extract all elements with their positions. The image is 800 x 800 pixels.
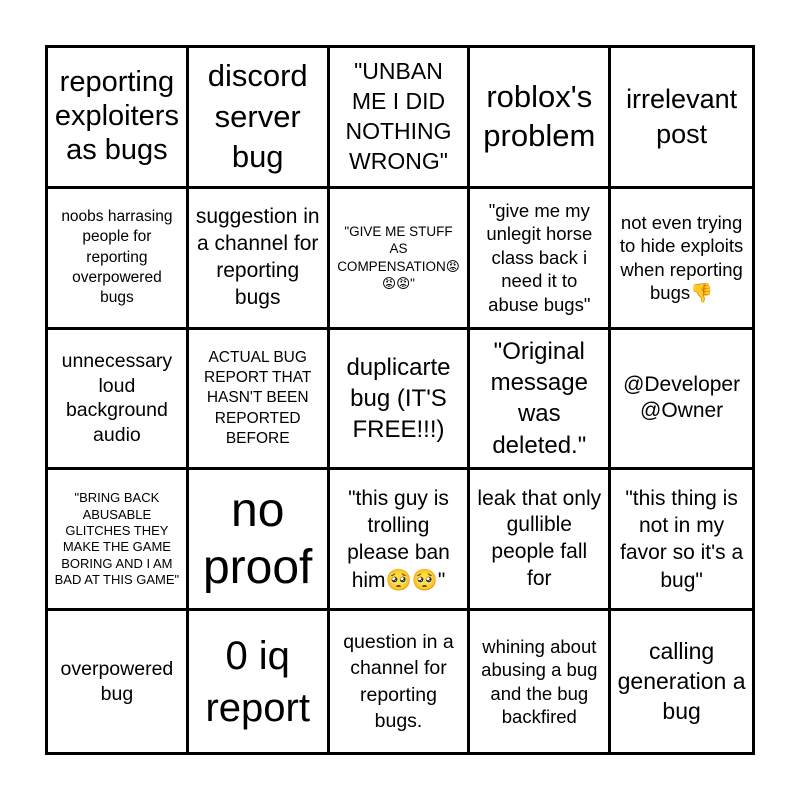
bingo-cell[interactable] [48,470,189,611]
bingo-cell[interactable] [611,470,752,611]
bingo-cell-text: calling generation a bug [617,637,746,724]
bingo-cell[interactable] [470,330,611,471]
bingo-cell[interactable] [48,48,189,189]
bingo-cell[interactable] [48,330,189,471]
bingo-cell[interactable] [48,611,189,752]
bingo-cell-text: @Developer @Owner [623,373,741,423]
bingo-cell[interactable] [189,611,330,752]
bingo-cell[interactable] [189,48,330,189]
bingo-cell-text: question in a channel for reporting bugs. [343,630,454,732]
bingo-cell-text: "this thing is not in my favor so it's a bug" [620,486,744,592]
bingo-cell-text: overpowered bug [60,657,174,705]
bingo-cell[interactable] [330,470,471,611]
bingo-cell-text: ACTUAL BUG REPORT THAT HASN'T BEEN REPORTED BEFORE [204,349,312,447]
bingo-cell[interactable] [189,470,330,611]
bingo-cell[interactable] [611,330,752,471]
bingo-cell[interactable] [470,611,611,752]
bingo-cell[interactable] [330,189,471,330]
bingo-cell-text: leak that only gullible people fall for [477,486,602,591]
bingo-cell[interactable] [330,611,471,752]
bingo-cell-text: duplicarte bug (IT'S FREE!!!) [346,353,451,444]
bingo-cell-text: "GIVE ME STUFF AS COMPENSATION😡😡😡" [337,223,460,292]
bingo-cell-text: "give me my unlegit horse class back i need it to abuse bugs" [486,199,593,315]
bingo-cell-text: discord server bug [207,58,308,175]
bingo-cell[interactable] [330,330,471,471]
bingo-cell[interactable] [470,189,611,330]
bingo-cell-text: whining about abusing a bug and the bug backfired [481,635,598,728]
bingo-cell-text: not even trying to hide exploits when reporting bugs👎 [619,211,744,304]
bingo-cell[interactable] [330,48,471,189]
bingo-cell-text: 0 iq report [205,633,310,730]
bingo-cell-text: "BRING BACK ABUSABLE GLITCHES THEY MAKE THE GAME BORING AND I AM BAD AT THIS GAME" [54,490,180,588]
bingo-cell[interactable] [189,189,330,330]
bingo-cell-text: unnecessary loud background audio [61,349,173,447]
bingo-cell-text: "Original message was deleted." [490,338,588,459]
bingo-cell[interactable] [48,189,189,330]
bingo-cell-text: roblox's problem [483,79,596,153]
bingo-cell[interactable] [611,48,752,189]
bingo-cell[interactable] [611,189,752,330]
bingo-cell[interactable] [470,470,611,611]
bingo-cell-text: "UNBAN ME I DID NOTHING WRONG" [345,58,452,174]
bingo-cell[interactable] [611,611,752,752]
bingo-cell-text: reporting exploiters as bugs [54,66,179,166]
bingo-cell[interactable] [189,330,330,471]
bingo-cell-text: no proof [202,483,313,595]
bingo-cell-text: irrelevant post [626,83,738,149]
bingo-cell[interactable] [470,48,611,189]
bingo-board [45,45,755,755]
bingo-cell-text: noobs harrasing people for reporting overpowered bugs [61,208,173,306]
bingo-cell-text: suggestion in a channel for reporting bugs [195,204,320,309]
bingo-cell-text: "this guy is trolling please ban him🥺🥺" [347,486,450,592]
